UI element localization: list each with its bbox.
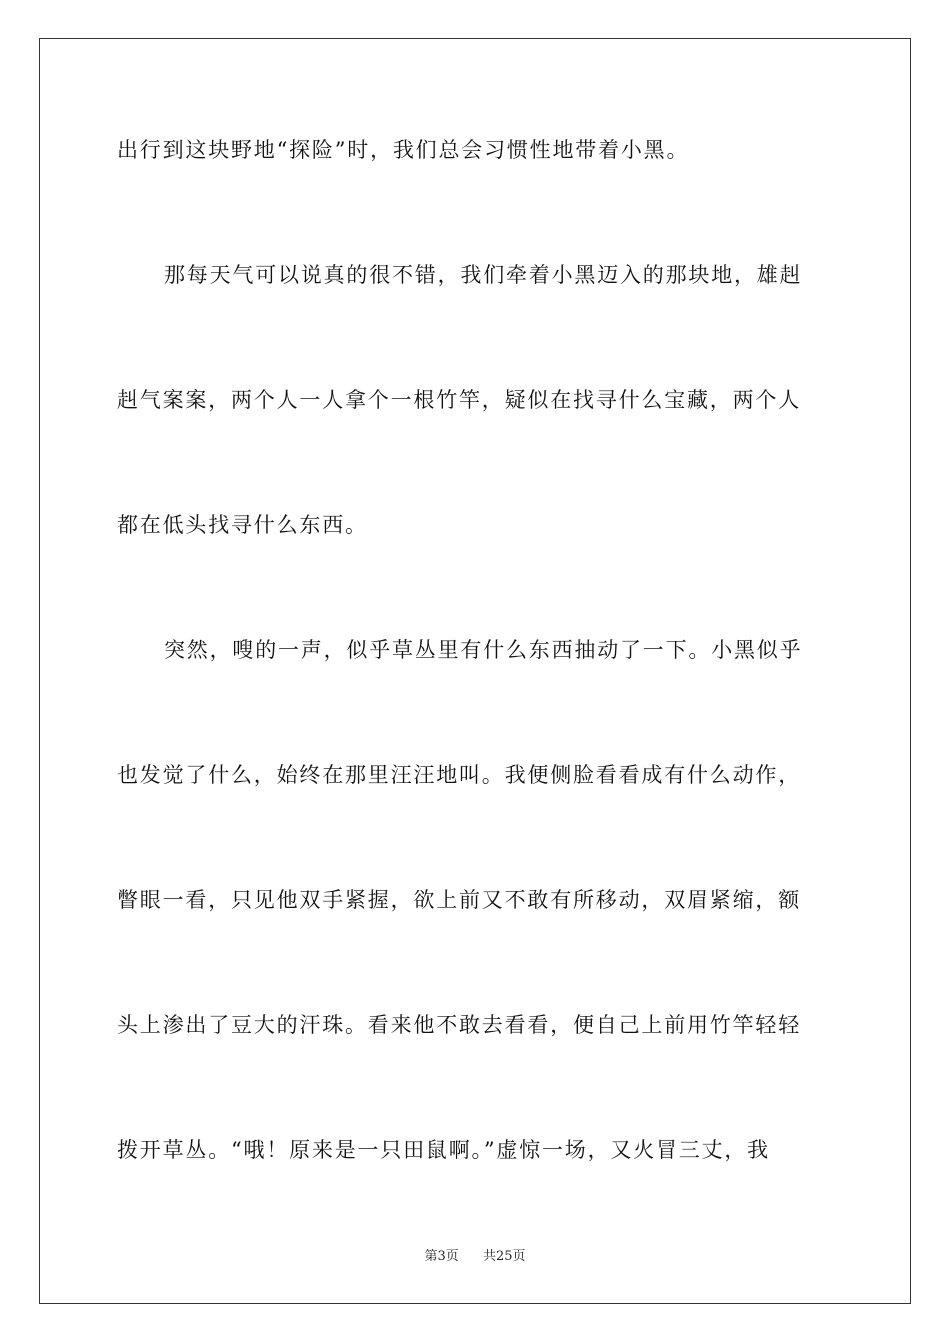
paragraph-line: 都在低头找寻什么东西。 — [117, 513, 368, 537]
paragraph-line: 头上渗出了豆大的汗珠。看来他不敢去看看，便自己上前用竹竿轻轻 — [117, 1013, 801, 1037]
page-border — [39, 38, 911, 1304]
page-number: 第3页 — [424, 1249, 459, 1264]
paragraph-line: 拨开草丛。“哦！原来是一只田鼠啊。”虚惊一场，又火冒三丈，我 — [117, 1138, 770, 1162]
page-total: 共25页 — [483, 1249, 526, 1264]
paragraph-line: 出行到这块野地“探险”时，我们总会习惯性地带着小黑。 — [117, 138, 690, 162]
paragraph-line: 瞥眼一看，只见他双手紧握，欲上前又不敢有所移动，双眉紧缩，额 — [117, 888, 801, 912]
paragraph-line: 也发觉了什么，始终在那里汪汪地叫。我便侧脸看看成有什么动作， — [117, 763, 801, 787]
page-footer — [0, 1248, 950, 1266]
paragraph-line: 突然，嗖的一声，似乎草丛里有什么东西抽动了一下。小黑似乎 — [164, 638, 803, 662]
paragraph-line: 那每天气可以说真的很不错，我们牵着小黑迈入的那块地，雄赳 — [164, 263, 803, 287]
paragraph-line: 赳气案案，两个人一人拿个一根竹竿，疑似在找寻什么宝藏，两个人 — [117, 388, 801, 412]
